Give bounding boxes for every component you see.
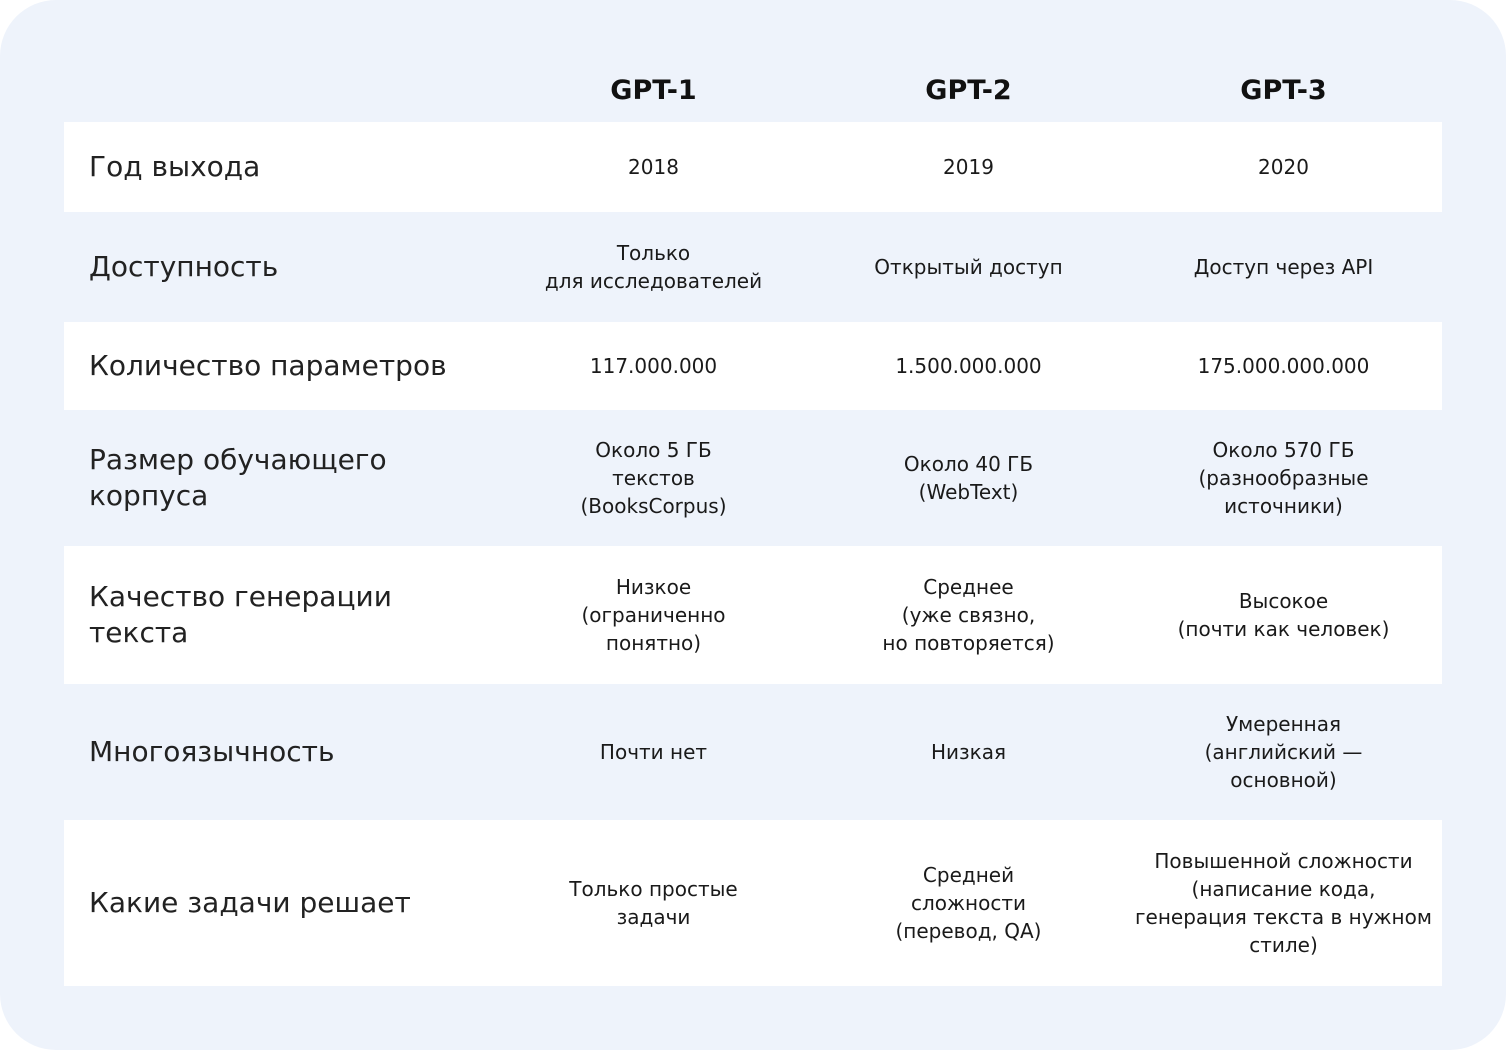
row-label: Многоязычность [89, 735, 335, 768]
cell-gpt3: Высокое (почти как человек) [1177, 589, 1390, 641]
table-row-corpus-size [64, 410, 1442, 546]
cell-gpt1: Около 5 ГБ текстов (BooksCorpus) [580, 438, 727, 518]
table-row-availability [64, 212, 1442, 322]
cell-gpt2: Низкая [930, 740, 1007, 764]
cell-gpt1: Только простые задачи [569, 877, 738, 929]
table-header [64, 58, 1442, 122]
cell-gpt3: Доступ через API [1193, 255, 1374, 279]
cell-gpt3: Умеренная (английский — основной) [1204, 712, 1363, 792]
cell-gpt2: Около 40 ГБ (WebText) [903, 452, 1034, 504]
cell-gpt1: Только для исследователей [544, 241, 763, 293]
cell-gpt1: 2018 [628, 155, 679, 179]
cell-gpt3: 175.000.000.000 [1197, 354, 1370, 378]
cell-gpt2: Среднее (уже связно, но повторяется) [882, 575, 1055, 655]
cell-gpt2: Открытый доступ [874, 255, 1063, 279]
table-row-multilinguality [64, 684, 1442, 820]
cell-gpt1: 117.000.000 [589, 354, 718, 378]
column-header-gpt3: GPT-3 [1240, 74, 1327, 106]
row-label: Какие задачи решает [89, 886, 411, 919]
cell-gpt3: 2020 [1258, 155, 1309, 179]
row-label: Год выхода [89, 150, 261, 183]
cell-gpt2: Средней сложности (перевод, QA) [895, 863, 1042, 943]
cell-gpt1: Почти нет [599, 740, 708, 764]
row-label: Качество генерации текста [89, 580, 392, 649]
row-label: Размер обучающего корпуса [89, 443, 387, 512]
table-row-generation-quality [64, 546, 1442, 684]
comparison-table [64, 58, 1442, 986]
cell-gpt1: Низкое (ограниченно понятно) [581, 575, 726, 655]
cell-gpt3: Повышенной сложности (написание кода, генерация текста в нужном стиле) [1135, 849, 1432, 957]
cell-gpt2: 1.500.000.000 [895, 354, 1042, 378]
table-row-release-year [64, 122, 1442, 212]
table-row-parameters [64, 322, 1442, 410]
row-label: Доступность [89, 250, 279, 283]
column-header-gpt1: GPT-1 [610, 74, 697, 106]
row-label: Количество параметров [89, 349, 447, 382]
column-header-gpt2: GPT-2 [925, 74, 1012, 106]
cell-gpt3: Около 570 ГБ (разнообразные источники) [1198, 438, 1369, 518]
table-row-tasks [64, 820, 1442, 986]
cell-gpt2: 2019 [943, 155, 994, 179]
